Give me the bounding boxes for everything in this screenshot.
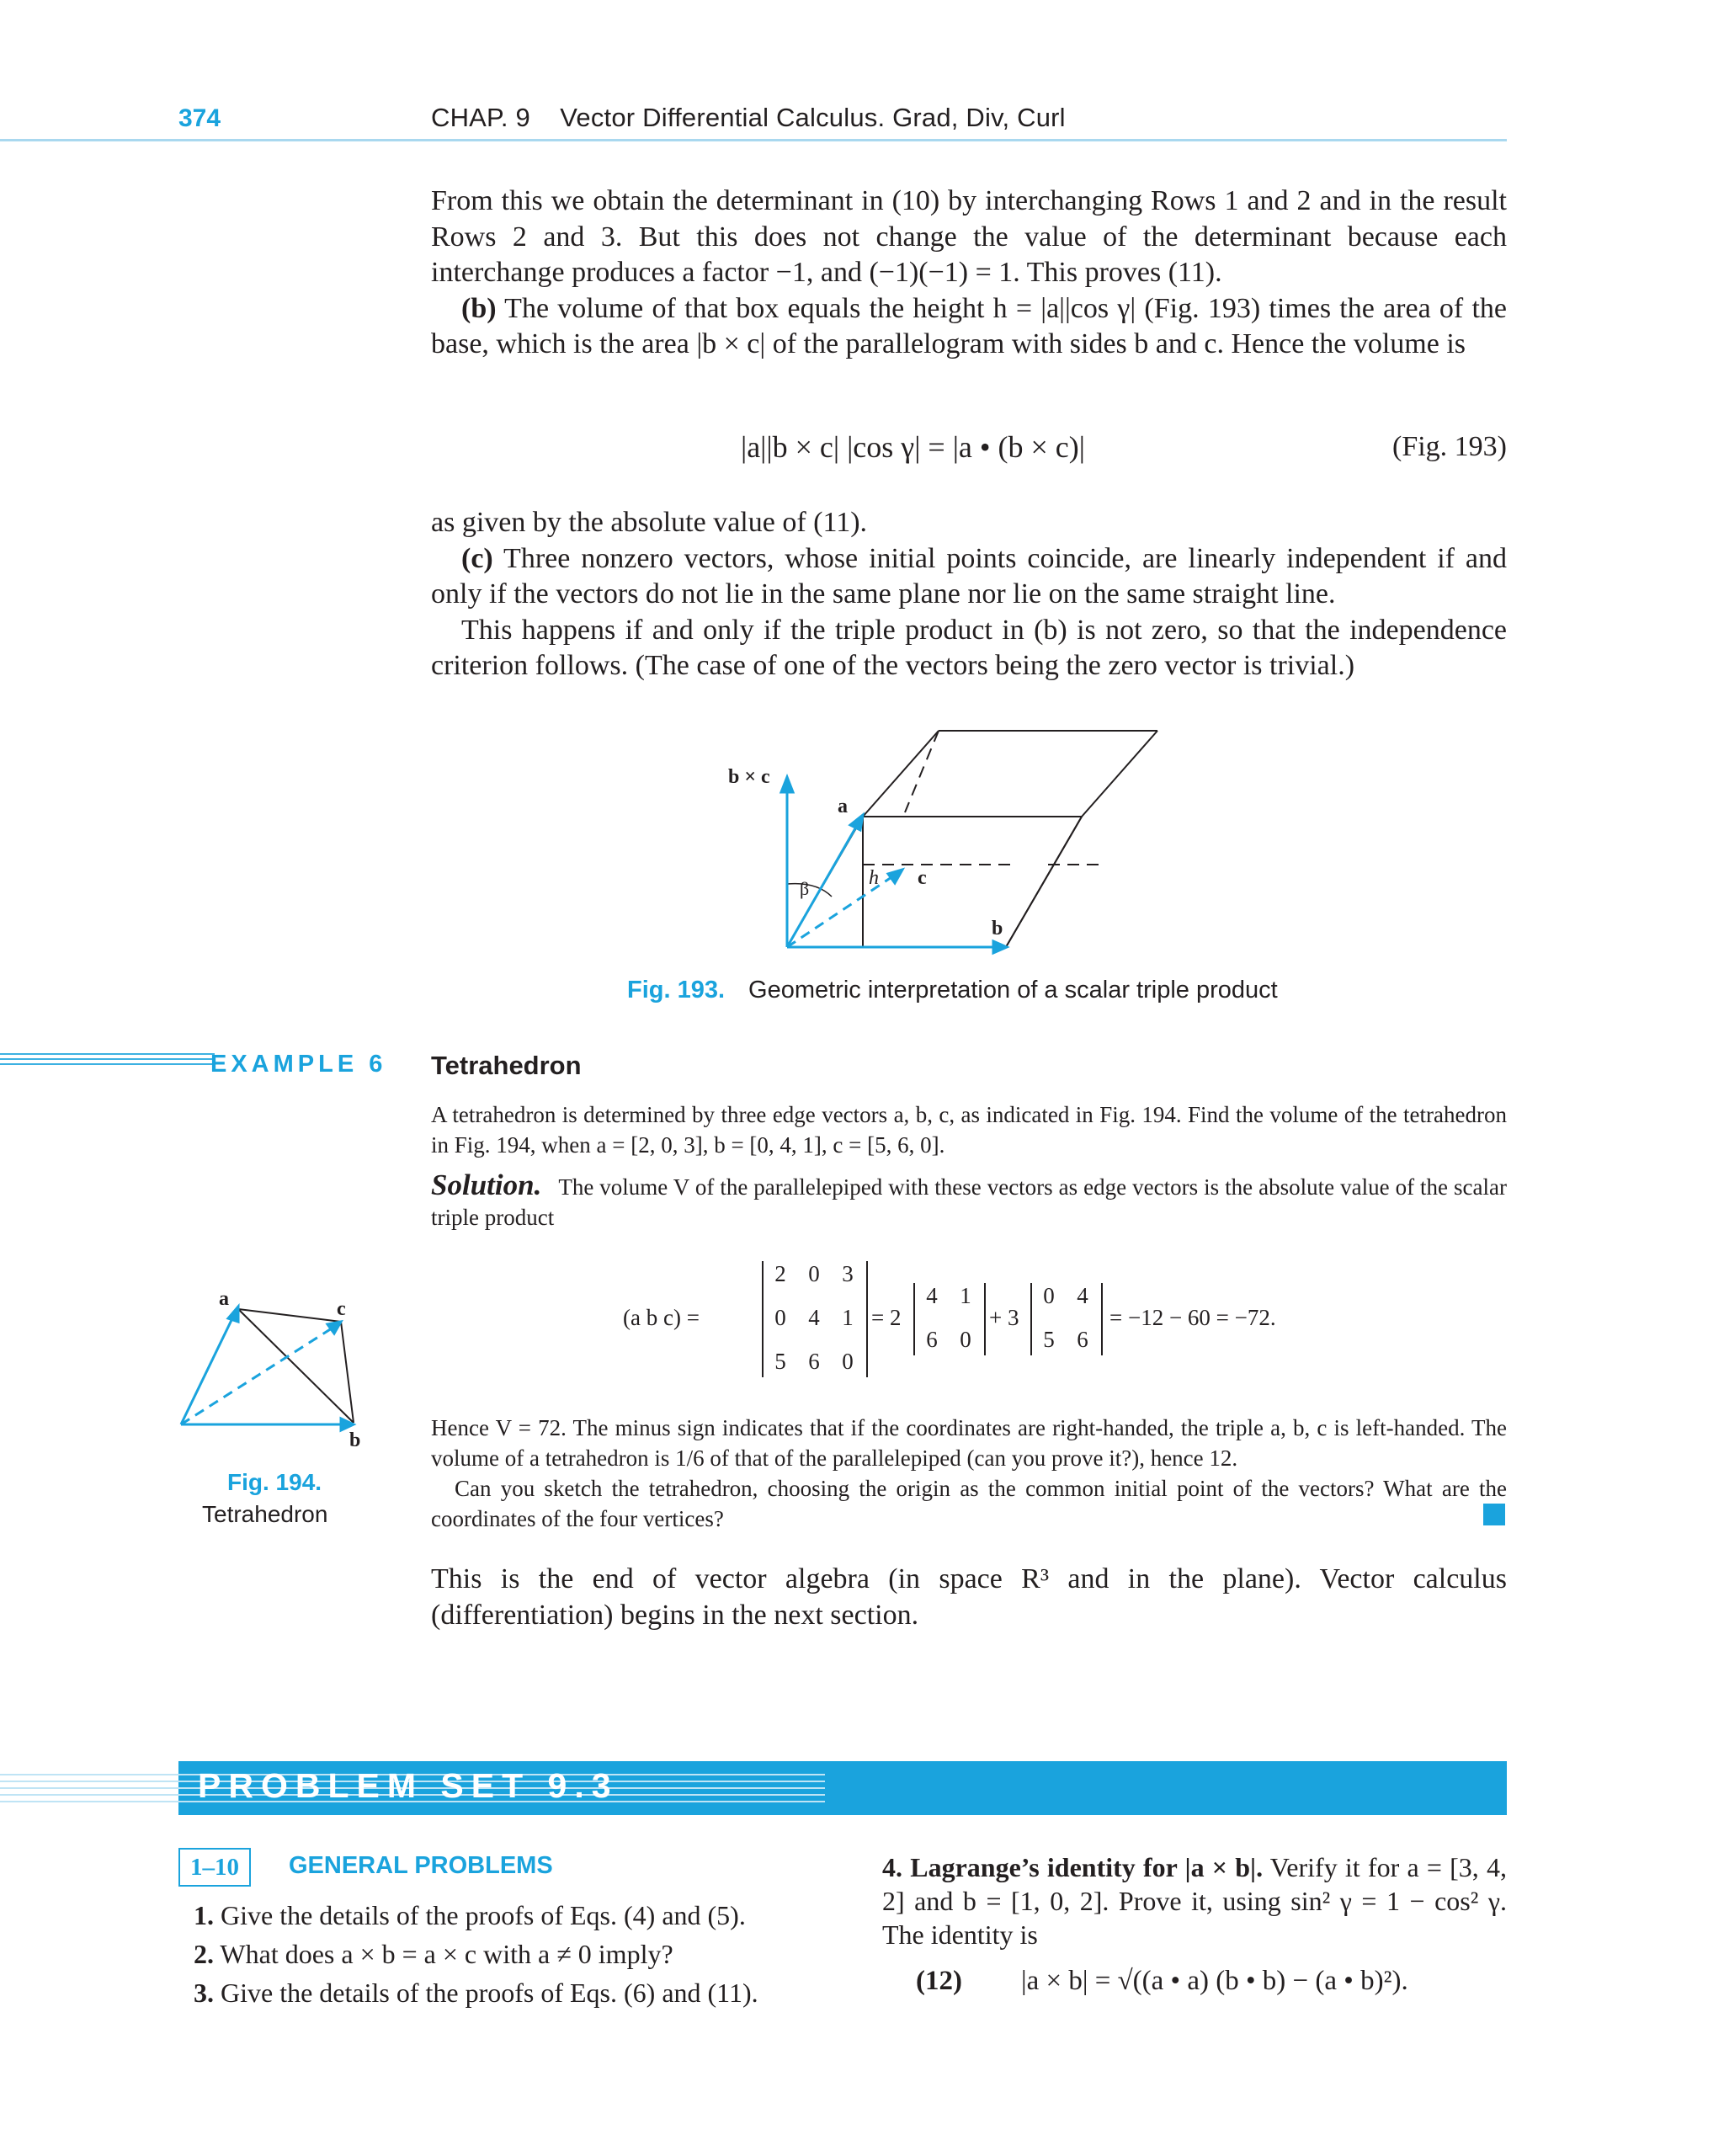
example-stripes bbox=[0, 1053, 215, 1072]
fig194-label-b: b bbox=[349, 1429, 361, 1451]
problem-1-number: 1. bbox=[194, 1900, 214, 1930]
fig193-label-c: c bbox=[918, 867, 927, 889]
conclusion-2: Can you sketch the tetrahedron, choosing the origin as the common initial point of the vectors? What are the coordinates of the four vertices? bbox=[431, 1476, 1507, 1531]
solution-label: Solution. bbox=[431, 1168, 542, 1201]
fig193-label-a: a bbox=[838, 796, 848, 817]
example-title: Tetrahedron bbox=[431, 1051, 582, 1080]
paragraph-5: This happens if and only if the triple product in (b) is not zero, so that the independence criterion follows. (The case of one of the vectors being the zero vector is trivial.) bbox=[431, 614, 1507, 681]
det-2x2-a bbox=[913, 1283, 986, 1355]
running-head: CHAP. 9 Vector Differential Calculus. Grad, Div, Curl bbox=[431, 103, 1066, 132]
example-solution bbox=[431, 1170, 1507, 1232]
det-cell: 0 bbox=[1043, 1283, 1055, 1308]
page-number: 374 bbox=[178, 104, 221, 132]
paragraph-4 bbox=[431, 541, 1507, 613]
problem-3-number: 3. bbox=[194, 1978, 214, 2008]
paragraph-3: as given by the absolute value of (11). bbox=[431, 507, 868, 538]
det-cell: 6 bbox=[926, 1327, 938, 1352]
problem-4 bbox=[882, 1850, 1507, 1951]
det-cell: 4 bbox=[1077, 1283, 1088, 1308]
equation-12-number: (12) bbox=[916, 1966, 962, 1996]
paragraph-1: From this we obtain the determinant in (10) by interchanging Rows 1 and 2 and in the result Rows 2 and 3. But this does not change the value of the determinant because each interchange produces a factor −1, and (−1)(−1) = 1. This proves (11). bbox=[431, 185, 1507, 288]
det-cell: 6 bbox=[1077, 1327, 1088, 1352]
header-rule bbox=[0, 139, 1507, 141]
fig194-label-c: c bbox=[337, 1298, 346, 1320]
example-label: EXAMPLE 6 bbox=[210, 1051, 387, 1078]
fig193-label-beta: β bbox=[800, 878, 810, 899]
problem-4-text: Verify it for a = [3, 4, 2] and b = [1, 0, 2]. Prove it, using sin² γ = 1 − cos² γ. The identity is bbox=[882, 1852, 1507, 1950]
volume-equation: |a||b × c| |cos γ| = |a • (b × c)| bbox=[741, 430, 1085, 464]
det-lhs: (a b c) = bbox=[623, 1305, 700, 1330]
det-cell: 0 bbox=[960, 1327, 971, 1352]
problem-2 bbox=[194, 1939, 673, 1970]
fig193-label-h: h bbox=[869, 867, 879, 889]
det-eq-2: = 2 bbox=[871, 1305, 902, 1330]
conclusion-1: Hence V = 72. The minus sign indicates that if the coordinates are right-handed, the triple a, b, c is left-handed. The volume of a tetrahedron is 1/6 of that of the parallelepiped (can you prove it?), hence 12. bbox=[431, 1415, 1507, 1471]
fig194-tetrahedron-diagram bbox=[173, 1288, 375, 1456]
solution-text: The volume V of the parallelepiped with these vectors as edge vectors is the absolute value of the scalar triple product bbox=[431, 1174, 1507, 1230]
fig193-caption bbox=[627, 977, 1278, 1004]
problem-1 bbox=[194, 1900, 746, 1931]
det-cell: 5 bbox=[1043, 1327, 1055, 1352]
det-cell: 6 bbox=[808, 1349, 820, 1374]
paragraph-2-text: The volume of that box equals the height h = |a||cos γ| (Fig. 193) times the area of the base, which is the area |b × c| of the parallelogram with sides b and c. Hence the volume is bbox=[431, 292, 1507, 359]
det-2x2-b bbox=[1030, 1283, 1103, 1355]
example-problem: A tetrahedron is determined by three edge vectors a, b, c, as indicated in Fig. 194. Find the volume of the tetrahedron in Fig. 194, when a = [2, 0, 3], b = [0, 4, 1], c = [5, 6, 0]. bbox=[431, 1102, 1507, 1158]
det-plus-3: + 3 bbox=[989, 1305, 1019, 1330]
fig193-label-bxc: b × c bbox=[728, 766, 770, 788]
end-of-example-square bbox=[1483, 1504, 1505, 1525]
det-cell: 4 bbox=[926, 1283, 938, 1308]
fig193-parallelepiped-diagram bbox=[707, 720, 1229, 964]
det-3x3 bbox=[762, 1261, 868, 1377]
problem-4-heading: 4. Lagrange’s identity for |a × b|. bbox=[882, 1852, 1264, 1882]
closing-paragraph: This is the end of vector algebra (in space R³ and in the plane). Vector calculus (differentiation) begins in the next section. bbox=[431, 1563, 1507, 1631]
example-conclusion bbox=[431, 1413, 1507, 1534]
det-cell: 3 bbox=[842, 1261, 854, 1286]
equation-12-text: |a × b| = √((a • a) (b • b) − (a • b)²). bbox=[1020, 1966, 1408, 1996]
det-cell: 4 bbox=[808, 1305, 820, 1330]
lagrange-identity-equation bbox=[916, 1966, 1408, 1997]
fig193-label-b: b bbox=[992, 918, 1003, 940]
fig194-caption-title: Tetrahedron bbox=[202, 1501, 328, 1527]
problem-3 bbox=[194, 1978, 758, 2009]
determinant-equation bbox=[623, 1254, 1381, 1389]
det-cell: 0 bbox=[774, 1305, 786, 1330]
det-cell: 0 bbox=[842, 1349, 854, 1374]
det-cell: 2 bbox=[774, 1261, 786, 1286]
fig194-label-a: a bbox=[219, 1288, 229, 1310]
paragraph-2 bbox=[431, 291, 1507, 363]
det-cell: 0 bbox=[808, 1261, 820, 1286]
det-rhs: = −12 − 60 = −72. bbox=[1109, 1305, 1276, 1330]
problem-set-title: PROBLEM SET 9.3 bbox=[198, 1766, 619, 1805]
problem-range-title: GENERAL PROBLEMS bbox=[289, 1852, 553, 1879]
det-cell: 1 bbox=[960, 1283, 971, 1308]
det-cell: 5 bbox=[774, 1349, 786, 1374]
problem-2-number: 2. bbox=[194, 1939, 214, 1969]
problem-range-box: 1–10 bbox=[178, 1848, 251, 1887]
paragraph-4-text: Three nonzero vectors, whose initial points coincide, are linearly independent if and only if the vectors do not lie in the same plane nor lie on the same straight line. bbox=[431, 542, 1507, 610]
det-cell: 1 bbox=[842, 1305, 854, 1330]
fig193-caption-label: Fig. 193. bbox=[627, 977, 726, 1003]
fig193-caption-text: Geometric interpretation of a scalar triple product bbox=[748, 977, 1278, 1003]
equation-reference: (Fig. 193) bbox=[1392, 431, 1507, 462]
body-text-top bbox=[431, 184, 1507, 363]
problem-3-text: Give the details of the proofs of Eqs. (6) and (11). bbox=[221, 1978, 758, 2008]
paragraph-4-label: (c) bbox=[461, 542, 493, 574]
paragraph-2-label: (b) bbox=[461, 292, 497, 324]
fig194-caption-label: Fig. 194. bbox=[227, 1469, 322, 1495]
problem-1-text: Give the details of the proofs of Eqs. (4) and (5). bbox=[221, 1900, 746, 1930]
problem-2-text: What does a × b = a × c with a ≠ 0 imply? bbox=[220, 1939, 673, 1969]
body-text-middle bbox=[431, 505, 1507, 684]
